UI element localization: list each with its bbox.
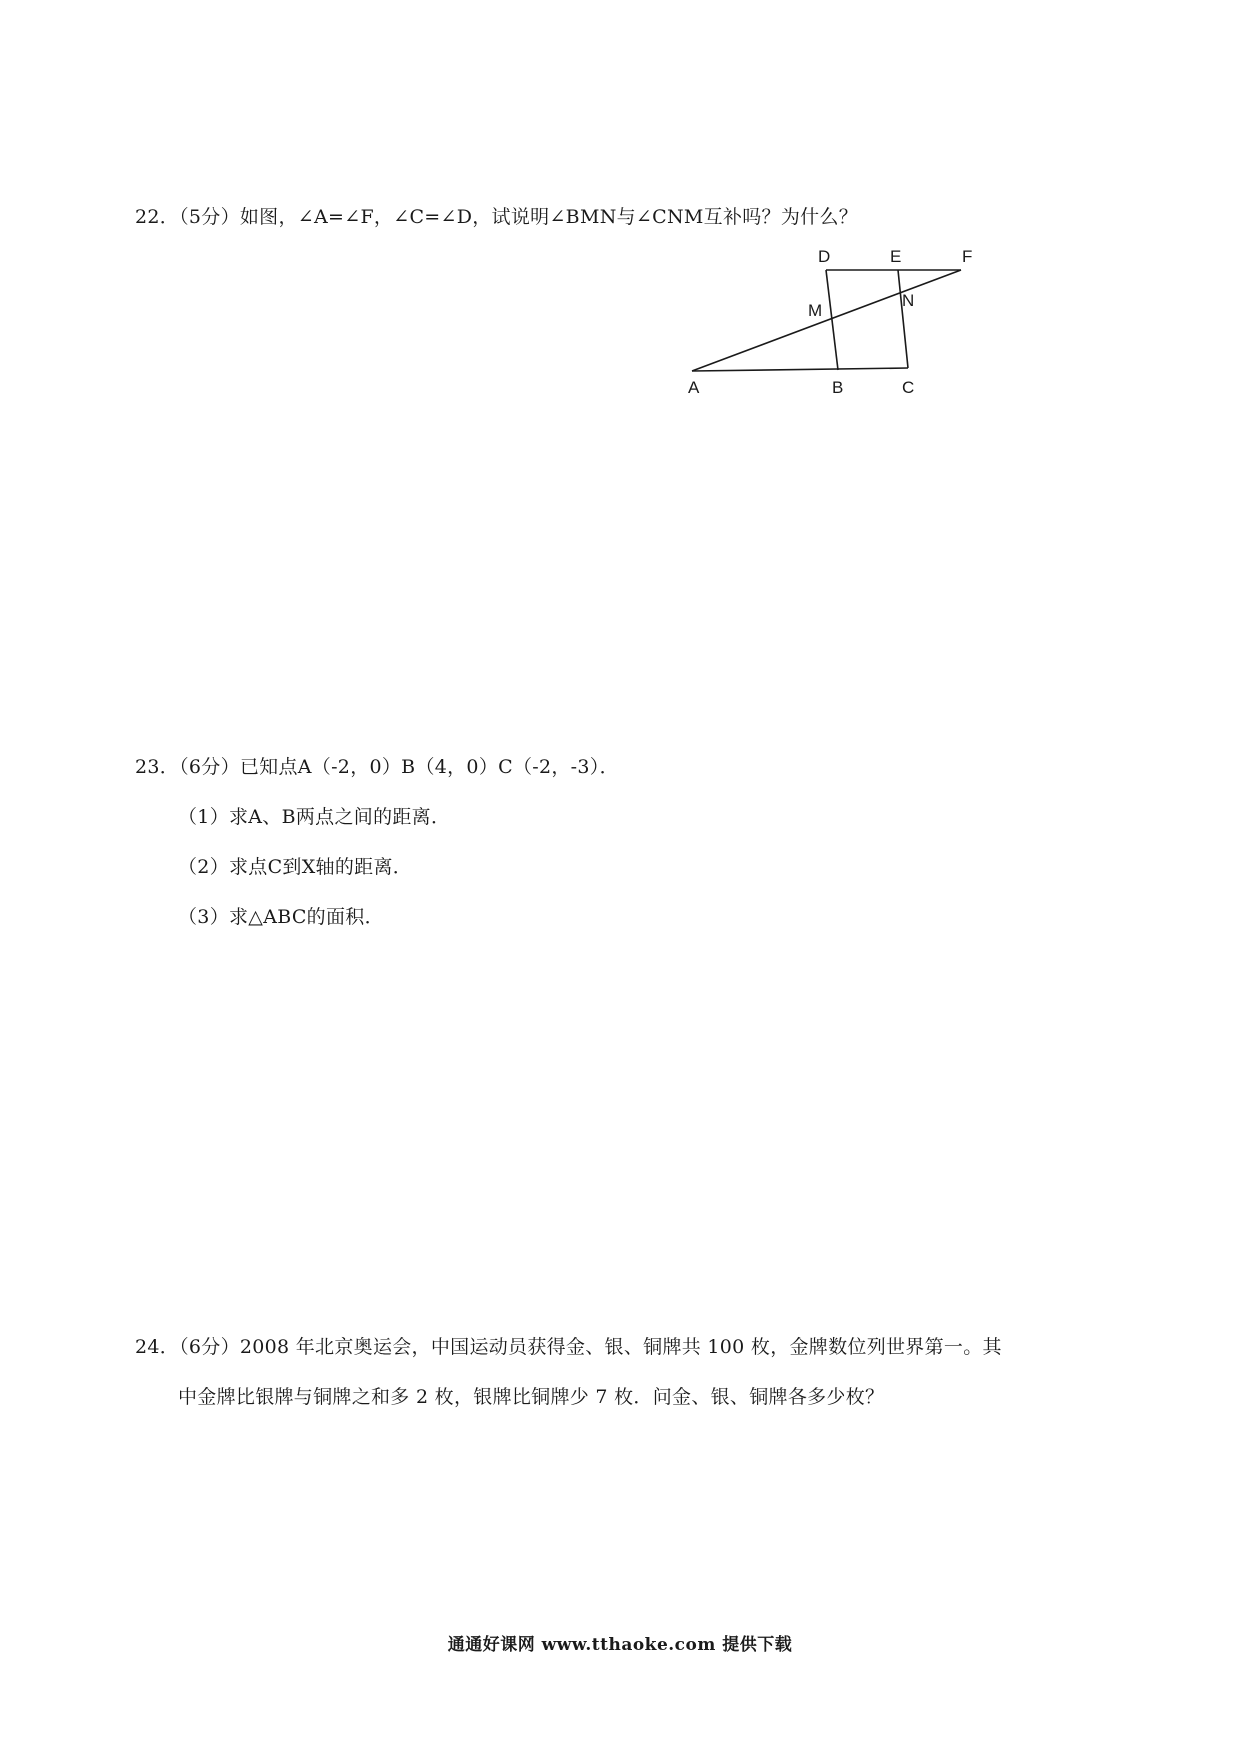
page-footer: 通通好课网 www.tthaoke.com 提供下载 — [447, 1635, 793, 1655]
question-23-part-2: （2）求点C到X轴的距离． — [178, 856, 413, 878]
question-23-part-3: （3）求△ABC的面积． — [178, 906, 384, 928]
label-N: N — [902, 291, 915, 310]
label-C: C — [902, 378, 915, 397]
question-24-line-2: 中金牌比银牌与铜牌之和多 2 枚，银牌比铜牌少 7 枚．问金、银、铜牌各多少枚？ — [178, 1386, 885, 1408]
label-A: A — [688, 378, 700, 397]
label-D: D — [818, 247, 831, 266]
question-22: 22．（5分）如图，∠A=∠F，∠C=∠D，试说明∠BMN与∠CNM互补吗？为什么？ — [135, 206, 859, 228]
label-F: F — [962, 247, 973, 266]
label-E: E — [890, 247, 902, 266]
segment-AC — [692, 368, 908, 371]
geometry-figure — [680, 240, 980, 405]
question-23-part-1: （1）求A、B两点之间的距离． — [178, 806, 451, 828]
geometry-figure-svg — [680, 240, 980, 405]
question-23: 23．（6分）已知点A（-2，0）B（4，0）C（-2，-3）． — [135, 756, 619, 778]
label-B: B — [832, 378, 844, 397]
question-24-line-1: 24．（6分）2008 年北京奥运会，中国运动员获得金、银、铜牌共 100 枚，金牌数位列世界第一。其 — [135, 1336, 1002, 1358]
label-M: M — [808, 301, 823, 320]
segment-EC — [898, 270, 908, 368]
segment-AF — [692, 270, 961, 371]
